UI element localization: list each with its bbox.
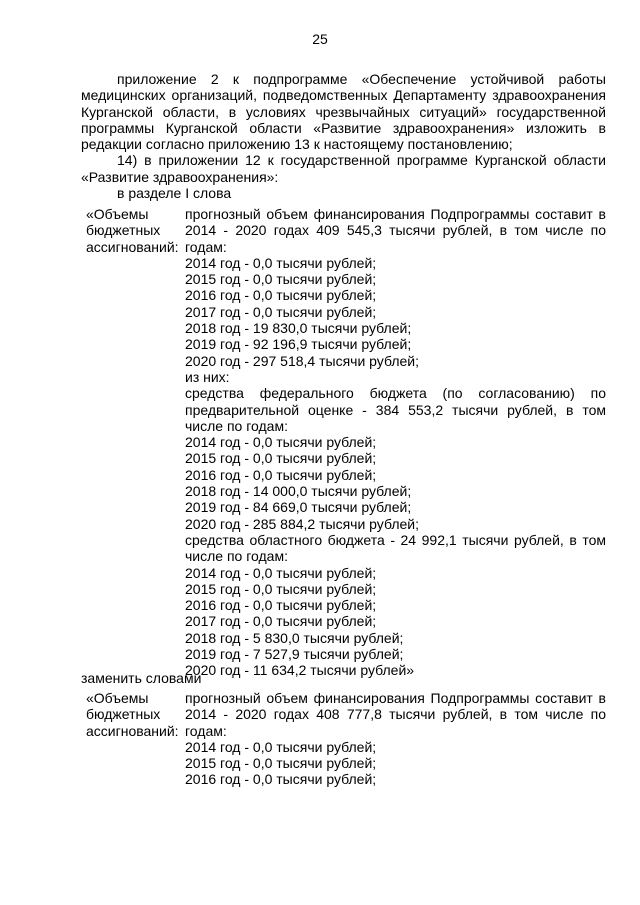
budget-label	[81, 690, 185, 788]
intro-text	[81, 71, 606, 201]
budget-label	[81, 206, 185, 679]
year-line: 2015 год - 0,0 тысячи рублей;	[185, 450, 377, 467]
year-line: 2016 год - 0,0 тысячи рублей;	[185, 771, 377, 788]
year-line: 2019 год - 84 669,0 тысячи рублей;	[185, 499, 412, 516]
year-line: 2014 год - 0,0 тысячи рублей;	[185, 434, 377, 451]
of-which-label: из них:	[185, 368, 230, 385]
year-line: 2020 год - 297 518,4 тысячи рублей;	[185, 352, 419, 369]
total-funding-text: прогнозный объем финансирования Подпрограммы составит в 2014 - 2020 годах 408 777,8 тысячи рублей, в том числе по годам:	[185, 690, 606, 739]
label-line: «Объемы	[86, 206, 149, 222]
total-funding-text: прогнозный объем финансирования Подпрограммы составит в 2014 - 2020 годах 409 545,3 тысячи рублей, в том числе по годам:	[185, 206, 606, 255]
year-line: 2016 год - 0,0 тысячи рублей;	[185, 287, 377, 304]
year-line: 2019 год - 7 527,9 тысячи рублей;	[185, 646, 404, 663]
label-line: «Объемы	[86, 690, 149, 706]
year-line: 2016 год - 0,0 тысячи рублей;	[185, 466, 377, 483]
year-line: 2016 год - 0,0 тысячи рублей;	[185, 597, 377, 614]
year-line: 2019 год - 92 196,9 тысячи рублей;	[185, 336, 412, 353]
year-line: 2017 год - 0,0 тысячи рублей;	[185, 303, 377, 320]
funding-details	[185, 690, 606, 788]
year-line: 2017 год - 0,0 тысячи рублей;	[185, 613, 377, 630]
label-line: бюджетных	[86, 706, 161, 723]
year-line: 2020 год - 11 634,2 тысячи рублей»	[185, 662, 415, 679]
funding-block-replacement	[81, 690, 606, 788]
intro-paragraph-section-1: в разделе I слова	[117, 185, 232, 202]
intro-paragraph-item-14: 14) в приложении 12 к государственной программе Курганской области «Развитие здравоохранения»:	[81, 152, 606, 185]
year-line: 2015 год - 0,0 тысячи рублей;	[185, 755, 377, 772]
year-line: 2020 год - 285 884,2 тысячи рублей;	[185, 515, 419, 532]
intro-paragraph-appendix-2: приложение 2 к подпрограмме «Обеспечение устойчивой работы медицинских организаций, подведомственных Департаменту здравоохранения Курганской области, в условиях чрезвычайных ситуаций» государственной программы Курганской области «Развитие здравоохранения» изложить в редакции согласно приложению 13 к настоящему постановлению;	[81, 71, 606, 153]
funding-block-original	[81, 206, 606, 679]
label-line: ассигнований:	[86, 238, 179, 255]
year-line: 2018 год - 19 830,0 тысячи рублей;	[185, 320, 412, 337]
year-line: 2014 год - 0,0 тысячи рублей;	[185, 254, 377, 271]
year-line: 2014 год - 0,0 тысячи рублей;	[185, 564, 377, 581]
federal-funding-text: средства федерального бюджета (по согласованию) по предварительной оценке - 384 553,2 тысячи рублей, в том числе по годам:	[185, 385, 606, 434]
funding-details	[185, 206, 606, 679]
replace-with-text: заменить словами	[81, 670, 202, 686]
year-line: 2015 год - 0,0 тысячи рублей;	[185, 580, 377, 597]
year-line: 2015 год - 0,0 тысячи рублей;	[185, 271, 377, 288]
year-line: 2018 год - 5 830,0 тысячи рублей;	[185, 629, 404, 646]
page-number: 25	[312, 31, 328, 47]
year-line: 2014 год - 0,0 тысячи рублей;	[185, 738, 377, 755]
label-line: бюджетных	[86, 222, 161, 239]
label-line: ассигнований:	[86, 722, 179, 739]
year-line: 2018 год - 14 000,0 тысячи рублей;	[185, 483, 412, 500]
regional-funding-text: средства областного бюджета - 24 992,1 тысячи рублей, в том числе по годам:	[185, 531, 606, 565]
